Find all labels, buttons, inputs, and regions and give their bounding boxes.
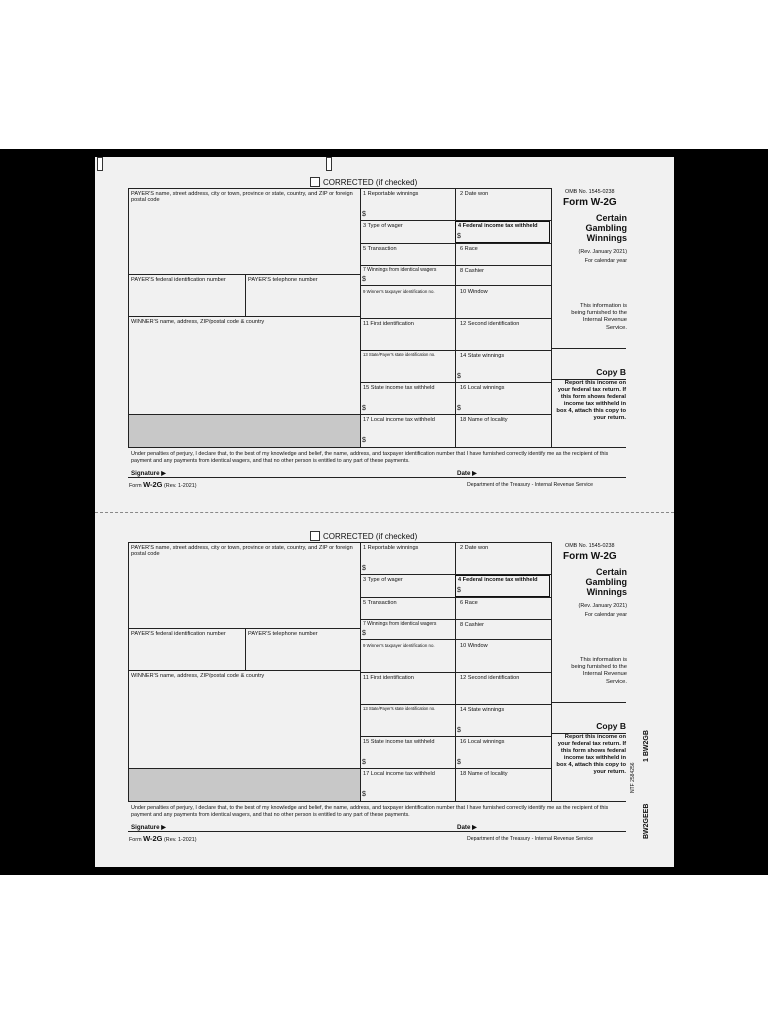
date-label: Date ▶ [457,470,477,477]
box18-label: 18 Name of locality [460,417,508,423]
payer-fed-id-field[interactable] [131,639,243,667]
payer-name-label: PAYER'S name, street address, city or town, province or state, country, and ZIP or foreign postal code [131,545,353,558]
box4-dollar: $ [457,587,461,594]
box12-field[interactable] [460,329,548,349]
side-ref-code: NTF 2584256 [630,762,636,793]
box1-label: 1 Reportable winnings [363,545,419,551]
box9-label: 9 Winner's taxpayer identification no. [363,643,435,648]
box2-label: 2 Date won [460,191,489,197]
box1-dollar: $ [362,211,366,218]
box1-field[interactable] [369,201,453,219]
box18-field[interactable] [460,425,548,446]
form-copy-b-top [95,157,674,497]
box14-field[interactable] [464,715,548,735]
box10-field[interactable] [460,297,548,317]
box5-label: 5 Transaction [363,600,397,606]
box8-field[interactable] [460,275,548,285]
form-footer-rev: (Rev. 1-2021) [164,837,197,843]
date-field[interactable] [487,821,622,831]
box4-label: 4 Federal income tax withheld [458,223,538,229]
box4-dollar: $ [457,233,461,240]
date-field[interactable] [487,467,622,477]
corrected-checkbox[interactable] [310,531,320,541]
box3-label: 3 Type of wager [363,577,403,583]
winner-label: WINNER'S name, address, ZIP/postal code & country [131,319,265,325]
box4-field[interactable] [464,585,548,596]
box8-field[interactable] [460,629,548,639]
box16-field[interactable] [464,747,548,767]
payer-phone-label: PAYER'S telephone number [248,631,318,637]
payer-name-field[interactable] [131,209,357,271]
box3-label: 3 Type of wager [363,223,403,229]
form-title: Form W-2G [563,551,617,562]
signature-field[interactable] [177,467,447,477]
form-heading: Certain Gambling Winnings [585,567,627,598]
box10-label: 10 Window [460,643,488,649]
winner-field[interactable] [131,327,357,412]
copy-label: Copy B [596,367,626,377]
payer-phone-label: PAYER'S telephone number [248,277,318,283]
payer-name-field[interactable] [131,563,357,625]
box8-label: 8 Cashier [460,268,484,274]
box9-label: 9 Winner's taxpayer identification no. [363,289,435,294]
form-footer-label [129,481,197,490]
info-notice: This information is being furnished to the Internal Revenue Service. [571,303,627,331]
box11-field[interactable] [363,683,453,703]
form-revision: (Rev. January 2021) [578,603,627,609]
signature-label: Signature ▶ [131,470,167,477]
form-heading: Certain Gambling Winnings [585,213,627,244]
box16-dollar: $ [457,405,461,412]
box17-dollar: $ [362,437,366,444]
report-instructions: Report this income on your federal tax return. If this form shows federal income tax withheld in box 4, attach this copy to your return. [556,380,626,422]
form-footer-prefix: Form [129,837,142,843]
box7-label: 7 Winnings from identical wagers [363,267,437,273]
copy-label: Copy B [596,721,626,731]
box4-field[interactable] [464,231,548,242]
box1-label: 1 Reportable winnings [363,191,419,197]
form-title: Form W-2G [563,197,617,208]
box18-label: 18 Name of locality [460,771,508,777]
side-product-code: BW2GEEB [643,803,650,839]
corrected-checkbox-row [310,177,417,187]
box11-label: 11 First identification [363,675,414,681]
box6-label: 6 Race [460,246,478,252]
corrected-label: CORRECTED (if checked) [323,531,418,541]
box15-label: 15 State income tax withheld [363,739,435,745]
box18-field[interactable] [460,779,548,800]
box11-label: 11 First identification [363,321,414,327]
box13-field[interactable] [363,361,453,381]
signature-field[interactable] [177,821,447,831]
form-copy-b-bottom [95,511,674,851]
box2-field[interactable] [460,555,548,573]
box2-label: 2 Date won [460,545,489,551]
box10-field[interactable] [460,651,548,671]
box16-field[interactable] [464,393,548,413]
box12-field[interactable] [460,683,548,703]
box7-dollar: $ [362,276,366,283]
form-footer-code: W-2G [143,834,163,843]
box8-label: 8 Cashier [460,622,484,628]
report-instructions: Report this income on your federal tax return. If this form shows federal income tax withheld in box 4, attach this copy to your return. [556,734,626,776]
box11-field[interactable] [363,329,453,349]
date-label: Date ▶ [457,824,477,831]
box15-dollar: $ [362,405,366,412]
signature-label: Signature ▶ [131,824,167,831]
corrected-label: CORRECTED (if checked) [323,177,418,187]
winner-label: WINNER'S name, address, ZIP/postal code & country [131,673,265,679]
payer-fed-id-field[interactable] [131,285,243,313]
box15-dollar: $ [362,759,366,766]
w2g-form-sheet [95,157,674,867]
box14-field[interactable] [464,361,548,381]
payer-name-label: PAYER'S name, street address, city or town, province or state, country, and ZIP or foreign postal code [131,191,353,204]
box6-field[interactable] [460,253,548,264]
box7-label: 7 Winnings from identical wagers [363,621,437,627]
form-revision: (Rev. January 2021) [578,249,627,255]
payer-phone-field[interactable] [248,639,358,667]
box9-field[interactable] [363,651,453,671]
box5-field[interactable] [363,253,453,264]
shaded-area [129,769,360,801]
perjury-statement: Under penalties of perjury, I declare that, to the best of my knowledge and belief, the name, address, and taxpayer identification number that I have furnished correctly identify me as the recipient of this payment and any payments from identical wagers, and that no other person is entitled to any part of these payments. [131,805,609,819]
form-footer-label [129,835,197,844]
corrected-checkbox[interactable] [310,177,320,187]
box14-label: 14 State winnings [460,707,505,713]
box7-dollar: $ [362,630,366,637]
box1-dollar: $ [362,565,366,572]
box13-field[interactable] [363,715,453,735]
box14-label: 14 State winnings [460,353,505,359]
info-notice: This information is being furnished to the Internal Revenue Service. [571,657,627,685]
box15-field[interactable] [369,747,453,767]
side-copy-code: 1 BW2GB [643,730,650,762]
treasury-dept: Department of the Treasury - Internal Revenue Service [467,482,594,488]
box17-label: 17 Local income tax withheld [363,417,435,423]
shaded-area [129,415,360,447]
omb-number: OMB No. 1545-0238 [565,543,615,549]
box13-label: 13 State/Payer's state identification no. [363,352,436,357]
winner-field[interactable] [131,681,357,766]
box5-label: 5 Transaction [363,246,397,252]
box3-field[interactable] [363,231,453,242]
box15-label: 15 State income tax withheld [363,385,435,391]
box16-label: 16 Local winnings [460,385,505,391]
box17-field[interactable] [369,425,453,446]
box7-field[interactable] [369,629,453,639]
box14-dollar: $ [457,373,461,380]
box6-label: 6 Race [460,600,478,606]
omb-number: OMB No. 1545-0238 [565,189,615,195]
box7-field[interactable] [369,275,453,285]
form-footer-prefix: Form [129,483,142,489]
box13-label: 13 State/Payer's state identification no. [363,706,436,711]
form-footer-code: W-2G [143,480,163,489]
box14-dollar: $ [457,727,461,734]
box12-label: 12 Second identification [460,675,520,681]
box15-field[interactable] [369,393,453,413]
perjury-statement: Under penalties of perjury, I declare that, to the best of my knowledge and belief, the name, address, and taxpayer identification number that I have furnished correctly identify me as the recipient of this payment and any payments from identical wagers, and that no other person is entitled to any part of these payments. [131,451,609,465]
payer-fed-id-label: PAYER'S federal identification number [131,631,226,637]
box17-label: 17 Local income tax withheld [363,771,435,777]
calendar-year-label: For calendar year [584,258,627,264]
box17-dollar: $ [362,791,366,798]
box1-field[interactable] [369,555,453,573]
box16-label: 16 Local winnings [460,739,505,745]
box16-dollar: $ [457,759,461,766]
box3-field[interactable] [363,585,453,596]
calendar-year-label: For calendar year [584,612,627,618]
box17-field[interactable] [369,779,453,800]
box2-field[interactable] [460,201,548,219]
box9-field[interactable] [363,297,453,317]
payer-phone-field[interactable] [248,285,358,313]
box12-label: 12 Second identification [460,321,520,327]
form-footer-rev: (Rev. 1-2021) [164,483,197,489]
box10-label: 10 Window [460,289,488,295]
box4-label: 4 Federal income tax withheld [458,577,538,583]
payer-fed-id-label: PAYER'S federal identification number [131,277,226,283]
box6-field[interactable] [460,607,548,618]
treasury-dept: Department of the Treasury - Internal Revenue Service [467,836,594,842]
corrected-checkbox-row [310,531,417,541]
box5-field[interactable] [363,607,453,618]
